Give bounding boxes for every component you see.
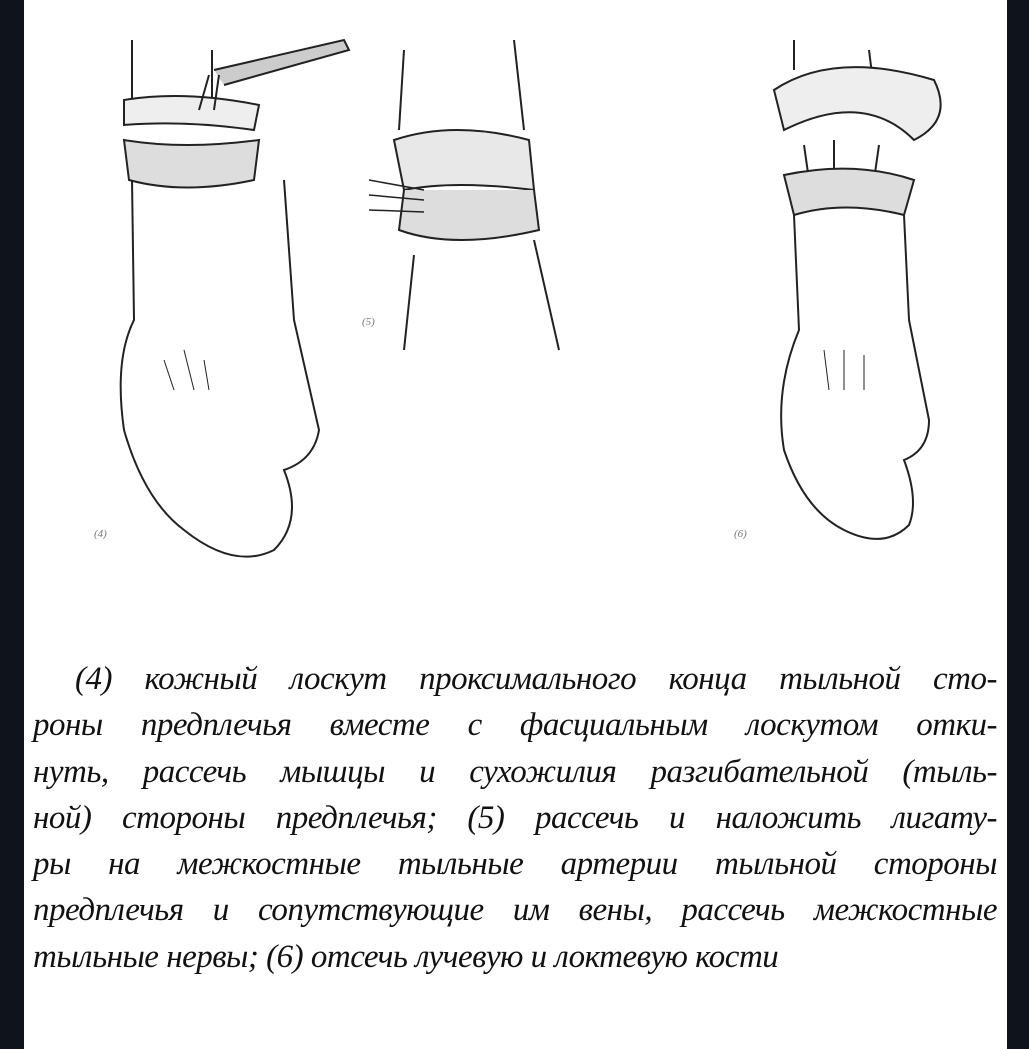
figure-caption [33,656,997,980]
caption-line: (4) кожный лоскут проксимального конца тыльной сто- [75,661,997,697]
caption-line: ры на межкостные тыльные артерии тыльной стороны [33,846,997,883]
figure-label-5: (5) [362,316,375,328]
caption-line: тыльные нервы; (6) отсечь лучевую и локтевую кости [33,938,779,975]
caption-line: ной) стороны предплечья; (5) рассечь и наложить лигату- [33,799,997,836]
figure-label-6: (6) [734,528,747,540]
caption-line: роны предплечья вместе с фасциальным лоскутом отки- [33,707,997,744]
illustration-forearm-bone-cut [714,30,974,570]
document-page [24,0,1007,1049]
caption-line: предплечья и сопутствующие им вены, рассечь межкостные [33,892,997,929]
illustration-forearm-skin-flap [84,30,384,570]
illustration-forearm-ligation [354,30,574,360]
figure-label-4: (4) [94,528,107,540]
caption-line: нуть, рассечь мышцы и сухожилия разгибательной (тыль- [33,753,997,790]
